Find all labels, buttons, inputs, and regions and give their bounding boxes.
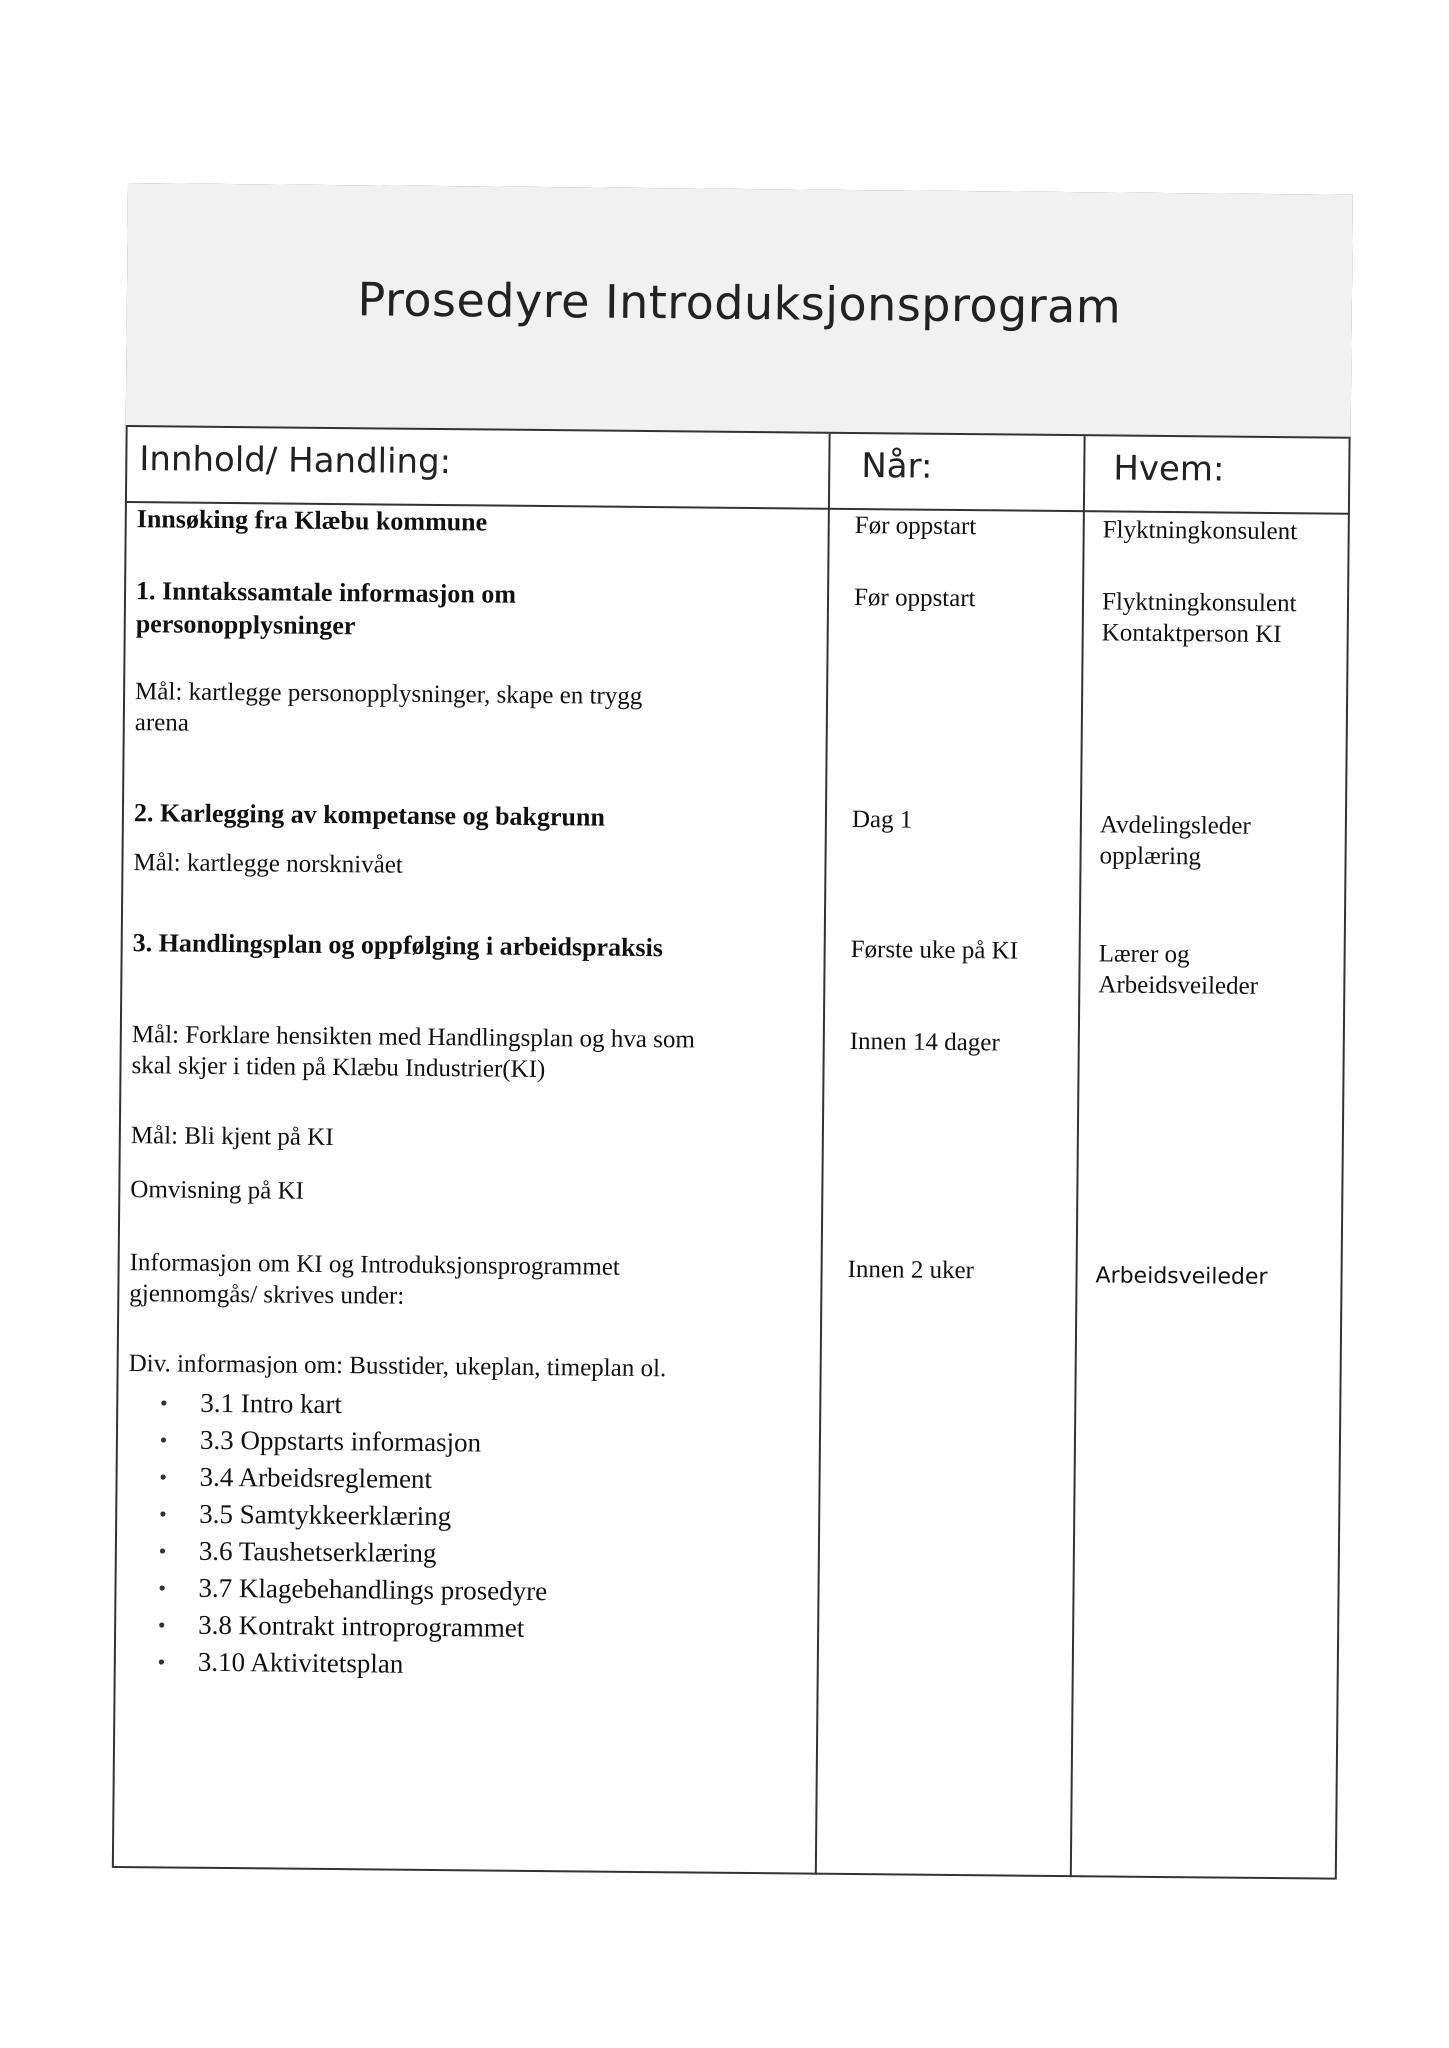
row-1-who-line-2: Kontaktperson KI — [1101, 619, 1282, 649]
row-2-goal: Mål: kartlegge norsknivået — [133, 849, 403, 879]
row-3-info-line-1: Informasjon om KI og Introduksjonsprogrammet — [129, 1249, 620, 1281]
page-title: Prosedyre Introduksjonsprogram — [357, 272, 1122, 334]
row-3-goal-1-line-2: skal skjer i tiden på Klæbu Industrier(KI) — [131, 1052, 546, 1084]
row-1-goal-line-1: Mål: kartlegge personopplysninger, skape en trygg — [134, 678, 643, 710]
row-1-content-line-2: personopplysninger — [135, 609, 356, 641]
row-2-content: 2. Karlegging av kompetanse og bakgrunn — [133, 798, 606, 832]
row-1-goal-line-2: arena — [134, 709, 190, 737]
row-3-info-who: Arbeidsveileder — [1095, 1263, 1268, 1290]
row-2-who-line-1: Avdelingsleder — [1099, 811, 1251, 840]
procedure-document — [112, 183, 1353, 1880]
row-2-when: Dag 1 — [851, 805, 913, 834]
row-3-info-line-2: gjennomgås/ skrives under: — [129, 1280, 405, 1310]
row-3-goal-1-when: Innen 14 dager — [849, 1027, 1000, 1057]
list-item: ● 3.10 Aktivitetsplan — [158, 1643, 547, 1684]
row-0-content: Innsøking fra Klæbu kommune — [136, 504, 488, 537]
row-3-goal-2: Mål: Bli kjent på KI — [130, 1122, 334, 1152]
document-list — [158, 1384, 549, 1684]
row-3-info-when: Innen 2 uker — [847, 1255, 975, 1285]
row-3-who-line-1: Lærer og — [1098, 940, 1190, 969]
list-item: ● 3.5 Samtykkeerklæring — [159, 1495, 548, 1536]
header-content: Innhold/ Handling: — [139, 439, 452, 483]
list-item: ● 3.6 Taushetserklæring — [159, 1532, 548, 1573]
row-1-content-line-1: 1. Inntakssamtale informasjon om — [135, 576, 517, 609]
header-who: Hvem: — [1113, 448, 1225, 490]
row-0-who: Flyktningkonsulent — [1102, 516, 1298, 546]
row-3-content: 3. Handlingsplan og oppfølging i arbeidspraksis — [132, 928, 664, 963]
row-3-tour: Omvisning på KI — [130, 1176, 305, 1205]
header-when: Når: — [861, 446, 933, 487]
row-2-who-line-2: opplæring — [1099, 842, 1202, 871]
row-1-who-line-1: Flyktningkonsulent — [1101, 588, 1297, 618]
row-1-when: Før oppstart — [853, 583, 976, 613]
row-0-when: Før oppstart — [854, 511, 977, 541]
row-3-div-info: Div. informasjon om: Busstider, ukeplan, timeplan ol. — [128, 1350, 667, 1383]
list-item: ● 3.1 Intro kart — [160, 1384, 549, 1425]
list-item: ● 3.3 Oppstarts informasjon — [160, 1421, 549, 1462]
title-box — [126, 183, 1353, 439]
list-item: ● 3.7 Klagebehandlings prosedyre — [158, 1569, 547, 1610]
row-3-goal-1-line-1: Mål: Forklare hensikten med Handlingsplan og hva som — [131, 1021, 696, 1054]
row-3-when: Første uke på KI — [850, 935, 1019, 965]
list-item: ● 3.4 Arbeidsreglement — [159, 1458, 548, 1499]
list-item: ● 3.8 Kontrakt introprogrammet — [158, 1606, 547, 1647]
row-3-who-line-2: Arbeidsveileder — [1098, 971, 1259, 1000]
